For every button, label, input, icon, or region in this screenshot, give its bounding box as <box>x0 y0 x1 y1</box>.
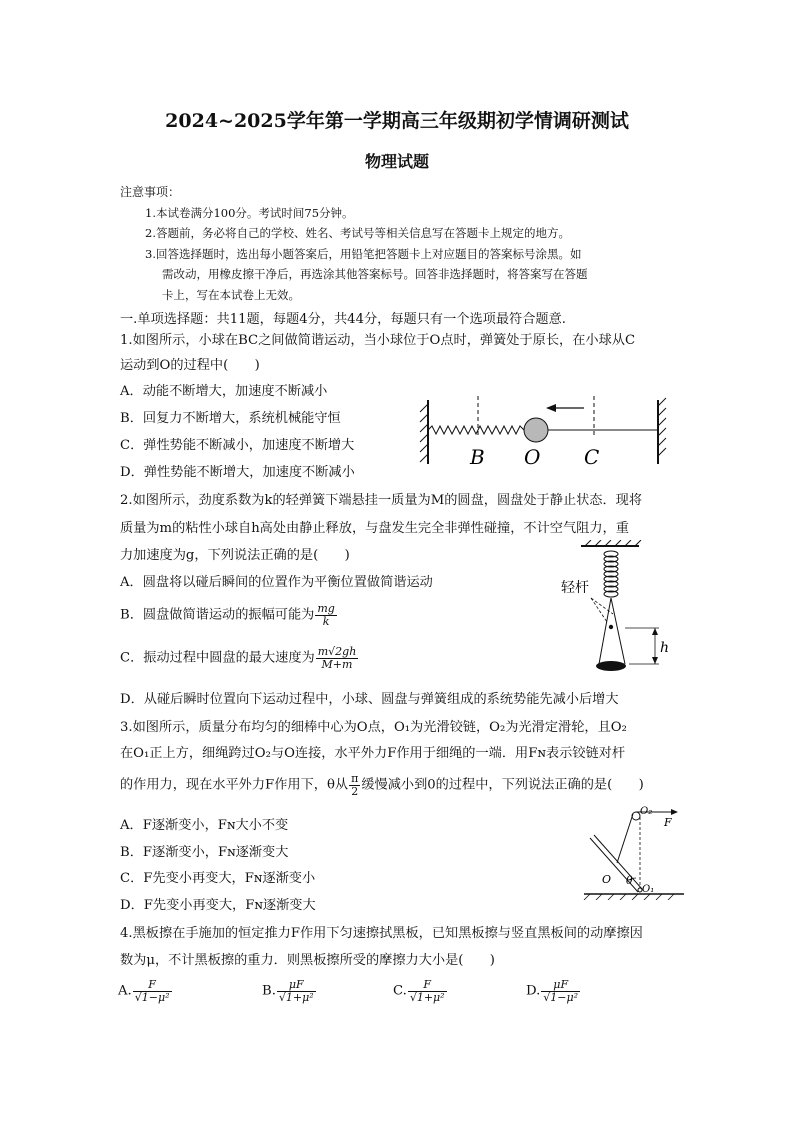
q1-label-c: C <box>584 445 600 469</box>
q3-rod-pulley-figure <box>580 800 690 900</box>
q2-option-b-fraction: $\frac{mg}{k}$ <box>317 602 335 628</box>
notes-heading: 注意事项： <box>120 185 181 199</box>
q1-label-b: B <box>470 445 485 469</box>
q4-option-d: D. $\frac{\mu F}{\text{√1−μ²}}$ <box>526 978 579 1004</box>
q3-option-c: C．F先变小再变大，Fɴ逐渐变小 <box>120 871 316 886</box>
section-heading: 一.单项选择题：共11题，每题4分，共44分，每题只有一个选项最符合题意. <box>120 312 566 327</box>
q2-spring-disk-figure <box>555 540 675 678</box>
q1-stem-line1: 1.如图所示，小球在BC之间做简谐运动，当小球位于O点时，弹簧处于原长，在小球从C <box>120 333 636 348</box>
q4-option-d-fraction: $\frac{\mu F}{\text{√1−μ²}}$ <box>543 978 579 1004</box>
q4-stem-line1: 4.黑板擦在手施加的恒定推力F作用下匀速擦拭黑板，已知黑板擦与竖直黑板间的动摩擦因 <box>120 926 643 941</box>
q2-option-b <box>120 603 338 627</box>
q1-option-c: C．弹性势能不断减小，加速度不断增大 <box>120 438 355 453</box>
q4-stem-line2: 数为μ，不计黑板擦的重力．则黑板擦所受的摩擦力大小是( ) <box>120 953 495 968</box>
q2-stem-line1: 2.如图所示，劲度系数为k的轻弹簧下端悬挂一质量为M的圆盘，圆盘处于静止状态．现将 <box>120 493 643 508</box>
q3-pi-over-2: $\frac{\pi}{2}$ <box>351 772 359 798</box>
q1-option-a: A．动能不断增大，加速度不断减小 <box>120 384 328 399</box>
q4-option-a: A. $\frac{F}{\text{√1−μ²}}$ <box>118 978 170 1004</box>
q1-label-o: O <box>524 445 541 469</box>
q2-option-c-text: C．振动过程中圆盘的最大速度为 <box>120 650 315 666</box>
q3-stem-line1: 3.如图所示，质量分布均匀的细棒中心为O点，O₁为光滑铰链，O₂为光滑定滑轮，且O₂ <box>120 720 627 735</box>
note-item-3-cont: 需改动，用橡皮擦干净后，再选涂其他答案标号。回答非选择题时，将答案写在答题 <box>162 267 588 281</box>
q4-option-b: B. $\frac{\mu F}{\text{√1+μ²}}$ <box>262 978 314 1004</box>
q2-option-d: D．从碰后瞬时位置向下运动过程中，小球、圆盘与弹簧组成的系统势能先减小后增大 <box>120 692 619 707</box>
q4-option-a-fraction: $\frac{F}{\text{√1−μ²}}$ <box>134 978 170 1004</box>
q3-label-o: O <box>602 873 612 886</box>
q2-label-rod: 轻杆 <box>561 580 589 596</box>
q3-label-o1: O₁ <box>642 884 655 895</box>
page-title: 2024~2025学年第一学期高三年级期初学情调研测试 <box>165 110 629 132</box>
q1-option-d: D．弹性势能不断增大，加速度不断减小 <box>120 465 355 480</box>
note-item-3: 3.回答选择题时，选出每小题答案后，用铅笔把答题卡上对应题目的答案标号涂黑。如 <box>145 247 582 261</box>
q2-option-c <box>120 646 359 670</box>
q4-option-c-fraction: $\frac{F}{\text{√1+μ²}}$ <box>409 978 445 1004</box>
q3-option-b: B．F逐渐变小，Fɴ逐渐变大 <box>120 845 289 860</box>
note-item-2: 2.答题前，务必将自己的学校、姓名、考试号等相关信息写在答题卡上规定的地方。 <box>145 226 570 240</box>
q2-label-h: h <box>660 640 670 656</box>
q3-option-a: A．F逐渐变小，Fɴ大小不变 <box>120 818 289 833</box>
q2-option-c-fraction: $\frac{m√2gh}{M+m}$ <box>317 645 357 671</box>
q4-option-b-fraction: $\frac{\mu F}{\text{√1+μ²}}$ <box>278 978 314 1004</box>
q2-option-a: A．圆盘将以碰后瞬间的位置作为平衡位置做简谐运动 <box>120 575 433 590</box>
q1-option-b: B．回复力不断增大，系统机械能守恒 <box>120 411 341 426</box>
q3-label-f: F <box>664 816 672 829</box>
q1-spring-figure <box>412 392 672 472</box>
q4-option-c: C. $\frac{F}{\text{√1+μ²}}$ <box>393 978 445 1004</box>
q2-option-b-text: B．圆盘做简谐运动的振幅可能为 <box>120 607 315 623</box>
q3-label-o2: O₂ <box>640 806 653 817</box>
q3-stem-line3: 的作用力，现在水平外力F作用下，θ从 $\frac{\pi}{2}$ 缓慢减小到0的过程中，下列说法正确的是( ) <box>120 772 644 798</box>
q1-stem-line2: 运动到O的过程中( ) <box>120 358 260 373</box>
q3-label-theta: θ <box>626 874 633 887</box>
q3-stem-line2: 在O₁正上方，细绳跨过O₂与O连接，水平外力F作用于细绳的一端．用Fɴ表示铰链对杆 <box>120 746 626 761</box>
q2-stem-line2: 质量为m的粘性小球自h高处由静止释放，与盘发生完全非弹性碰撞，不计空气阻力，重 <box>120 521 629 536</box>
q2-stem-line3: 力加速度为g，下列说法正确的是( ) <box>120 548 350 563</box>
q3-option-d: D．F先变小再变大，Fɴ逐渐变大 <box>120 898 316 913</box>
page-subtitle: 物理试题 <box>364 152 429 171</box>
note-item-1: 1.本试卷满分100分。考试时间75分钟。 <box>145 206 354 220</box>
note-item-3-end: 卡上，写在本试卷上无效。 <box>162 288 300 302</box>
